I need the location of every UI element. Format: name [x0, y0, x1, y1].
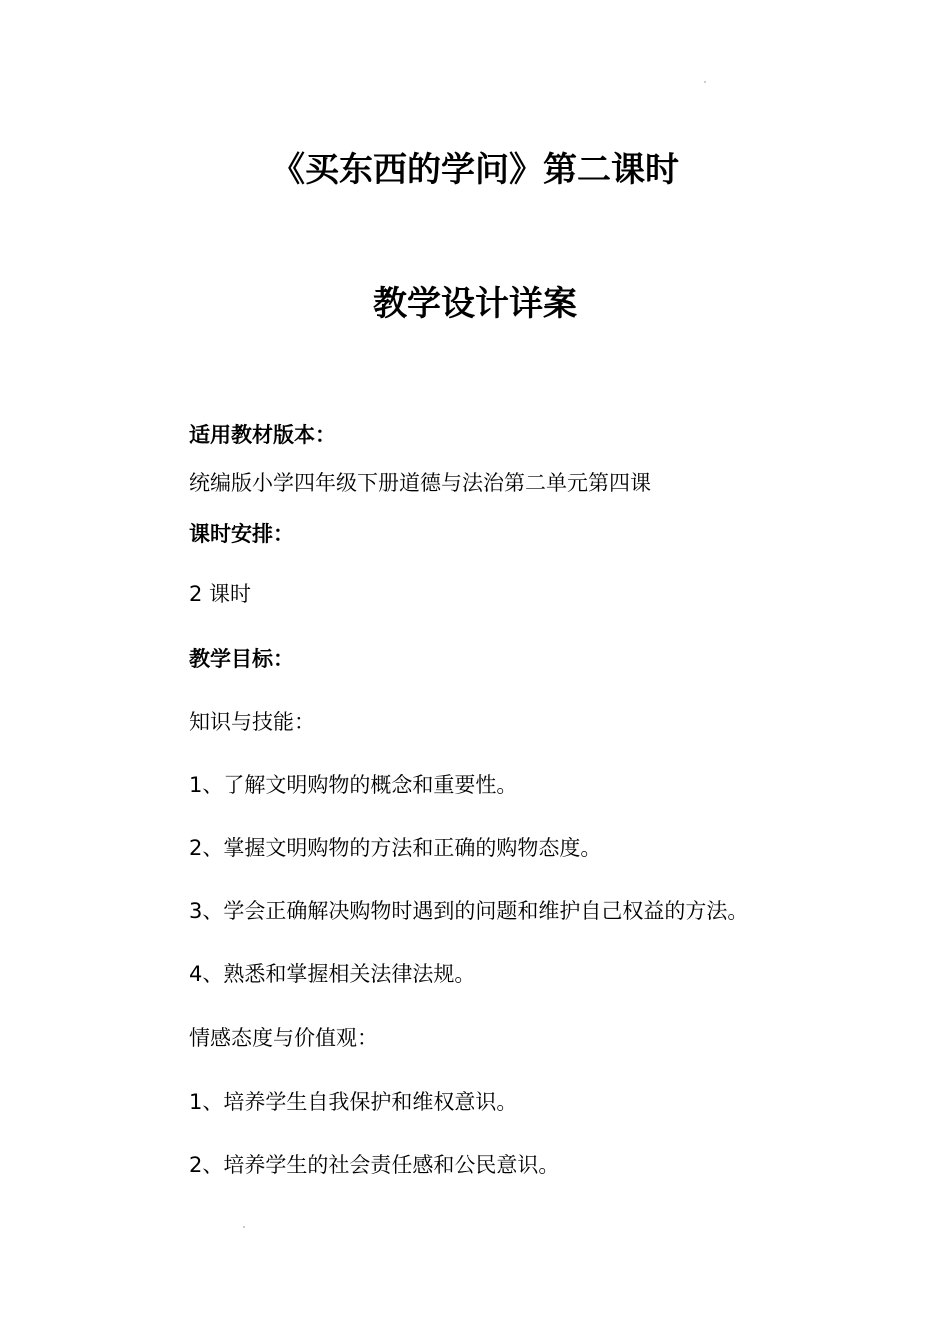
knowledge-heading: 知识与技能： — [189, 710, 315, 734]
schedule-value: 2 课时 — [189, 582, 252, 606]
emotion-item: 2、培养学生的社会责任感和公民意识。 — [189, 1153, 560, 1177]
document-title: 《买东西的学问》第二课时 — [271, 150, 679, 190]
knowledge-item: 3、学会正确解决购物时遇到的问题和维护自己权益的方法。 — [189, 899, 749, 923]
textbook-label: 适用教材版本： — [189, 423, 336, 447]
knowledge-item: 1、了解文明购物的概念和重要性。 — [189, 773, 518, 797]
objectives-label: 教学目标： — [189, 647, 294, 671]
schedule-label: 课时安排： — [189, 522, 294, 546]
emotion-item: 1、培养学生自我保护和维权意识。 — [189, 1090, 518, 1114]
document-subtitle: 教学设计详案 — [373, 284, 577, 324]
emotion-heading: 情感态度与价值观： — [189, 1026, 378, 1050]
scan-dot — [704, 81, 706, 83]
knowledge-item: 2、掌握文明购物的方法和正确的购物态度。 — [189, 836, 602, 860]
scan-dot — [243, 1226, 245, 1228]
textbook-value: 统编版小学四年级下册道德与法治第二单元第四课 — [189, 471, 651, 495]
knowledge-item: 4、熟悉和掌握相关法律法规。 — [189, 962, 476, 986]
